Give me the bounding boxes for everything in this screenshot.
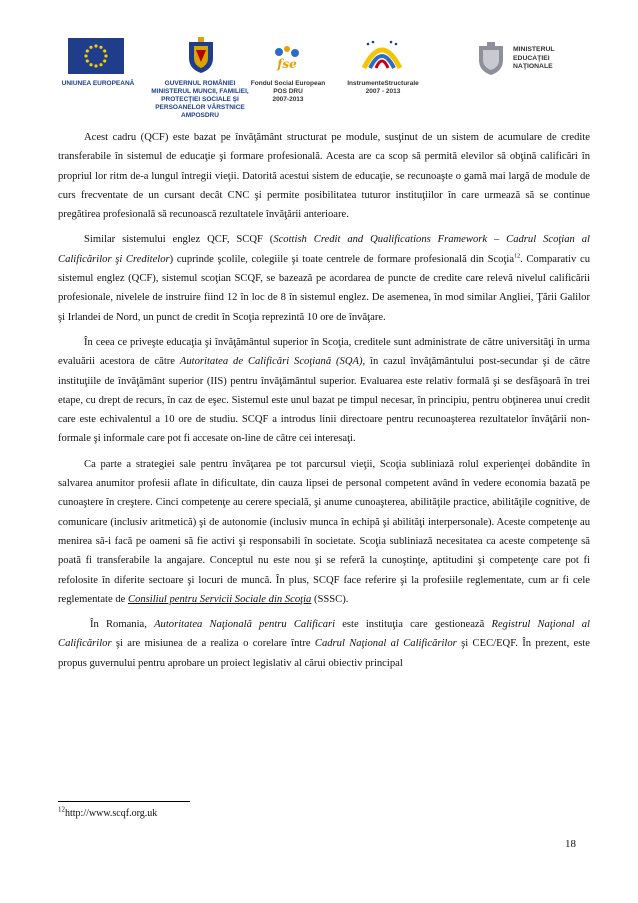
ministry-label: MINISTERUL EDUCAŢIEI NAŢIONALE xyxy=(513,46,555,70)
structural-instruments-label: InstrumenteStructurale 2007 - 2013 xyxy=(347,80,419,95)
footnote xyxy=(58,805,158,819)
romania-coat-of-arms-logo xyxy=(186,36,216,74)
page-number: 18 xyxy=(565,838,576,850)
footnote-ref[interactable]: 12 xyxy=(514,253,521,260)
footnote-number: 12 xyxy=(58,805,65,814)
government-label: GUVERNUL ROMÂNIEI MINISTERUL MUNCII, FAMILIEI, PROTECŢIEI SOCIALE ŞI PERSOANELOR VÂRSTNICE AMPOSDRU xyxy=(151,80,249,119)
paragraph: Similar sistemului englez QCF, SCQF (Scottish Credit and Qualifications Framework – Cadrul Scoţian al Calificărilor şi Creditelor) cuprinde şcolile, colegiile şi toate centrele de formare profesională din Scoţia$^{12}$. Comparativ cu sistemul englez (QCF), sistemul scoţian SCQF, se bazează pe acordarea de puncte de credite care relevă nivelul calificării profesionale, nivelele de instruire fiind 12 în loc de 8 în sistemul englez. De asemenea, în mod similar Angliei, Ţării Galilor şi Irlandei de Nord, un punct de credit în Scoţia reprezintă 10 ore de învăţare. xyxy=(58,234,590,323)
structural-instruments-logo xyxy=(360,38,404,74)
footnote-link[interactable]: http://www.scqf.org.uk xyxy=(65,808,158,819)
document-body xyxy=(58,128,590,673)
eu-flag-logo xyxy=(68,38,124,74)
eu-label: UNIUNEA EUROPEANĂ xyxy=(61,80,135,87)
paragraph: În Romania, Autoritatea Naţională pentru Calificari este instituţia care gestionează Registrul Naţional al Calificărilor şi are misiunea de a realiza o corelare între Cadrul Naţional al Calificărilor şi CEC/EQF. În prezent, este propus guvernului pentru aprobare un proiect legislativ al cărui obiectiv principal xyxy=(58,619,591,669)
svg-text:fse: fse xyxy=(277,57,297,71)
paragraph: Acest cadru (QCF) este bazat pe învăţământ structurat pe module, susţinut de un sistem de acumulare de credite transferabile în sistemul de educaţie şi formare profesională. Acesta are ca scop să permită elevilor să obţină calificări în propriul lor ritm de-a lungul întregii vieţii. Datorită acestui sistem de educaţie, se recunoaşte o gamă mai largă de module de curs frecventate de un cursant decât CNC şi permite posibilitatea tuturor instituţiilor în care urmează să se continue pregătirea profesională să recunoască rezultatele învăţării anterioare. xyxy=(58,132,590,221)
footnote-divider xyxy=(58,801,190,802)
fse-logo xyxy=(270,42,304,74)
ministry-education-logo xyxy=(475,40,507,76)
paragraph: Ca parte a strategiei sale pentru învăţarea pe tot parcursul vieţii, Scoţia subliniază rolul experienţei dobândite în salvarea anumitor profesii aflate în dificultate, din cauza lipsei de personal competent având în vedere economia bazată pe cunoaştere în creştere. Cinci competenţe au cerere specială, şi anume cunoaşterea, abilităţile practice, abilităţile cognitive, de comunicare (inclusiv aritmetică) şi de autonomie (inclusiv munca în echipă şi abilităţi interpersonale). Aceste competenţe au menirea să-i facă pe oameni să fie activi şi responsabili în societate. Scoţia subliniază necesitatea ca aceste competenţe să poată fi transferabile la angajare. Conceptul nu este nou şi se referă la cunoştinţe, aptitudini şi competenţe care pot fi refolosite în diferite sectoare şi locuri de muncă. În plus, SCQF face referire şi la profesiile reglementate, cum ar fi cele reglementate de Consiliul pentru Servicii Sociale din Scoţia (SSSC). xyxy=(58,458,590,605)
fse-label: Fondul Social European POS DRU 2007-2013 xyxy=(250,80,326,103)
paragraph: În ceea ce priveşte educaţia şi învăţământul superior în Scoţia, creditele sunt administrate de către universităţi în urma evaluării acestora de către Autoritatea de Calificări Scoţiană (SQA), în cazul învăţământului post-secundar şi de către instituţiile de învăţământ superior (IIS) pentru învăţământul superior. Evaluarea este relativ formală şi se desfăşoară în trei etape, cu drept de recurs, în caz de eşec. Sistemul este unul bazat pe timpul necesar, în principiu, pentru obţinerea unui credit care este echivalentul a 10 ore de studiu. SCQF a introdus linii directoare pentru recunoaşterea rezultatelor învăţării non-formale şi informale care pot fi accesate on-line de către cei interesaţi. xyxy=(58,336,590,445)
